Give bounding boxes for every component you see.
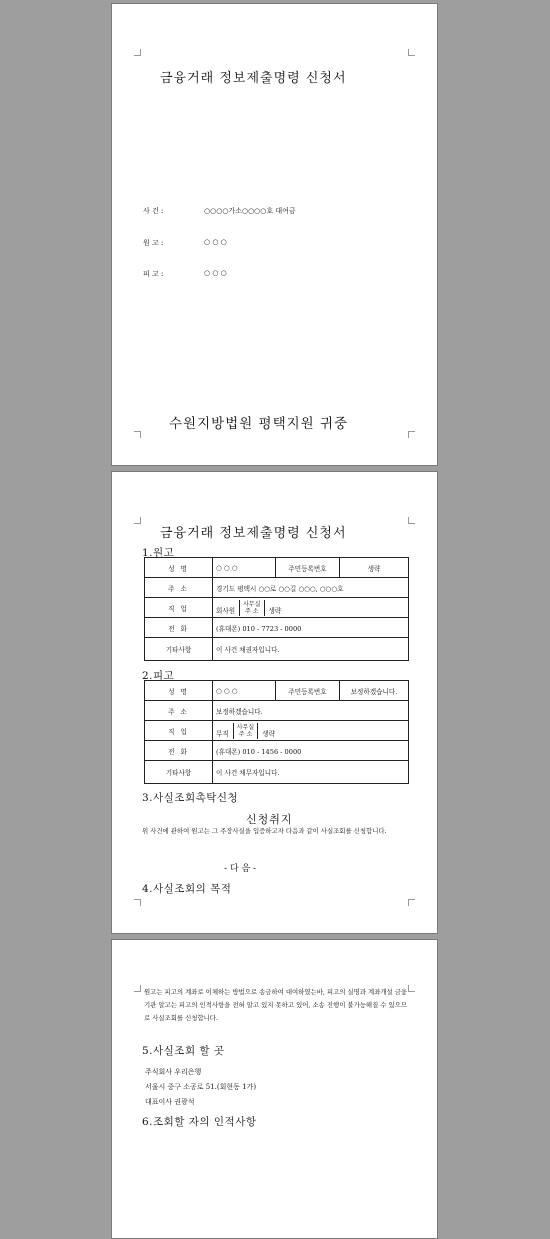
phone-value: (휴대폰) 010 - 7723 - 0000 <box>213 618 409 638</box>
intent-heading: 신청취지 <box>246 813 293 826</box>
corner-mark <box>408 517 415 524</box>
section-plaintiff-heading: 1.원고 <box>142 547 175 559</box>
corner-mark <box>134 899 141 906</box>
office-address-label: 사무실 주 소 <box>233 723 258 739</box>
address-value: 보정하겠습니다. <box>213 701 409 721</box>
plaintiff-label: 원 고 : <box>143 239 164 247</box>
job-label: 직 업 <box>145 721 213 741</box>
plaintiff-table <box>144 557 409 661</box>
document-page-1 <box>111 3 438 466</box>
document-page-2 <box>111 471 438 934</box>
plaintiff-value: ○ ○ ○ <box>204 238 227 246</box>
section-subject-info-heading: 6.조회할 자의 인적사항 <box>142 1116 257 1128</box>
etc-value: 이 사건 채무자입니다. <box>213 761 409 784</box>
corner-mark <box>408 899 415 906</box>
corner-mark <box>134 431 141 438</box>
name-label: 성 명 <box>145 558 213 578</box>
name-value: ○ ○ ○ <box>213 558 276 578</box>
bank-name: 주식회사 우리은행 <box>145 1068 202 1076</box>
phone-label: 전 화 <box>145 618 213 638</box>
id-label: 주민등록번호 <box>276 558 340 578</box>
case-value: ○○○○가소○○○○호 대여금 <box>204 207 296 215</box>
id-label: 주민등록번호 <box>276 681 340 701</box>
corner-mark <box>408 431 415 438</box>
address-label: 주 소 <box>145 578 213 598</box>
id-value: 생략 <box>340 558 409 578</box>
table-row <box>145 701 409 721</box>
etc-value: 이 사건 채권자입니다. <box>213 638 409 661</box>
table-row <box>145 761 409 784</box>
address-value: 경기도 평택시 ○○로 ○○길 ○○○, ○○○호 <box>213 578 409 598</box>
section-defendant-heading: 2.피고 <box>142 670 175 682</box>
office-address-value: 생략 <box>268 606 282 615</box>
document-title: 금융거래 정보제출명령 신청서 <box>160 71 347 86</box>
corner-mark <box>134 49 141 56</box>
table-row <box>145 721 409 741</box>
table-row <box>145 618 409 638</box>
section-fact-inquiry-heading: 3.사실조회촉탁신청 <box>142 792 239 804</box>
etc-label: 기타사항 <box>145 761 213 784</box>
table-row <box>145 741 409 761</box>
table-row <box>145 558 409 578</box>
name-value: ○ ○ ○ <box>213 681 276 701</box>
job-value: 무직 <box>216 729 229 738</box>
id-value: 보정하겠습니다. <box>340 681 409 701</box>
name-label: 성 명 <box>145 681 213 701</box>
office-address-value: 생략 <box>262 729 275 738</box>
job-label: 직 업 <box>145 598 213 618</box>
table-row <box>145 638 409 661</box>
job-cell <box>213 721 409 741</box>
etc-label: 기타사항 <box>145 638 213 661</box>
office-address-label: 사무실 주 소 <box>239 600 264 616</box>
court-name: 수원지방법원 평택지원 귀중 <box>169 416 349 432</box>
defendant-label: 피 고 : <box>143 270 164 278</box>
bank-representative: 대표이사 권광석 <box>145 1098 195 1106</box>
case-label: 사 건 : <box>143 207 164 215</box>
bank-address: 서울시 중구 소공로 51.(회현동 1가) <box>145 1083 257 1091</box>
defendant-table <box>144 680 409 784</box>
corner-mark <box>408 49 415 56</box>
job-cell <box>213 598 409 618</box>
document-page-3 <box>111 939 438 1239</box>
document-title: 금융거래 정보제출명령 신청서 <box>160 526 347 541</box>
intent-text: 위 사건에 관하여 원고는 그 주장사실을 입증하고자 다음과 같이 사실조회를 신청합니다. <box>142 827 387 835</box>
next-heading: - 다 음 - <box>224 864 257 874</box>
section-purpose-heading: 4.사실조회의 목적 <box>142 883 232 895</box>
phone-value: (휴대폰) 010 - 1456 - 0000 <box>213 741 409 761</box>
corner-mark <box>134 517 141 524</box>
defendant-value: ○ ○ ○ <box>204 269 227 277</box>
table-row <box>145 578 409 598</box>
address-label: 주 소 <box>145 701 213 721</box>
table-row <box>145 681 409 701</box>
purpose-text: 원고는 피고의 계좌로 이체하는 방법으로 송금하여 대여하였는바, 피고의 실명과 계좌개설 금융기관 알고는 피고의 인적사항을 전혀 알고 있지 못하고 있어, 소송 진행이 불가능해질 수 있으므로 사실조회를 신청합니다. <box>144 988 408 1022</box>
phone-label: 전 화 <box>145 741 213 761</box>
job-value: 회사원 <box>216 606 236 615</box>
section-inquiry-target-heading: 5.사실조회 할 곳 <box>142 1045 225 1057</box>
table-row <box>145 598 409 618</box>
corner-mark <box>134 985 141 992</box>
